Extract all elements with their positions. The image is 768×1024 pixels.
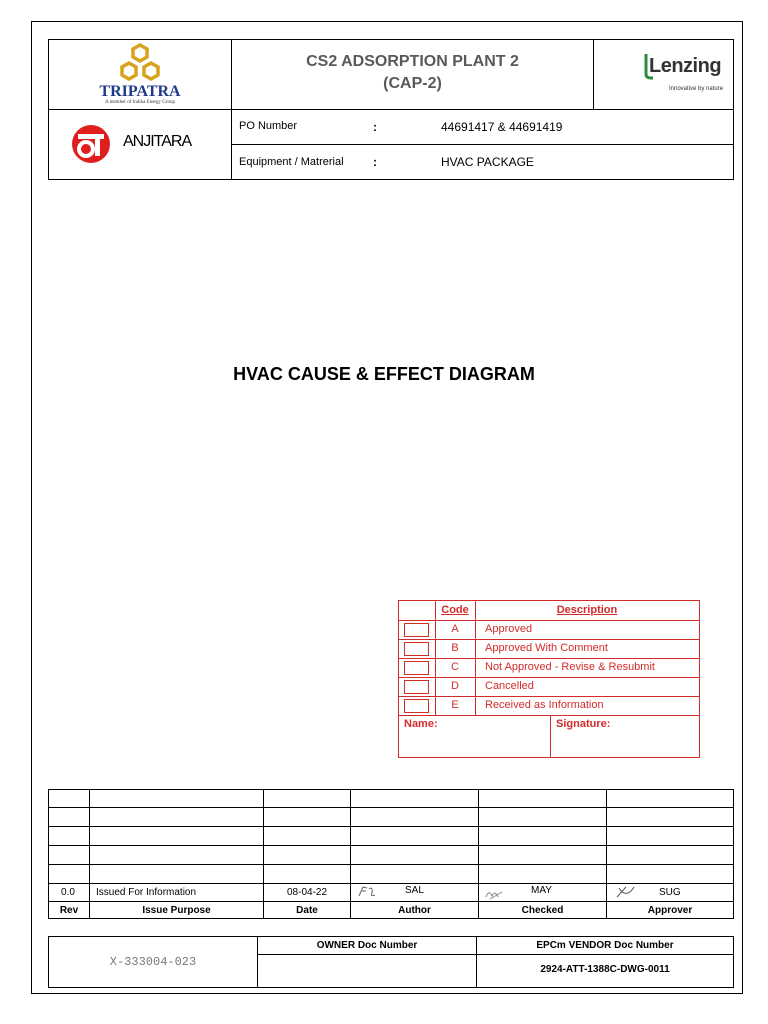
stamp-code: C xyxy=(435,658,476,677)
stamp-checkbox[interactable] xyxy=(404,623,429,637)
author-value: SAL xyxy=(405,885,424,896)
checked-signature-icon xyxy=(484,887,506,901)
rev-value: 0.0 xyxy=(61,887,75,898)
stamp-description: Approved With Comment xyxy=(485,642,608,654)
approver-header: Approver xyxy=(647,905,693,916)
stamp-checkbox[interactable] xyxy=(404,642,429,656)
vendor-doc-number-value: 2924-ATT-1388C-DWG-0011 xyxy=(540,964,670,975)
stamp-row xyxy=(399,620,699,640)
stamp-code: A xyxy=(435,620,476,639)
owner-doc-number-header: OWNER Doc Number xyxy=(316,940,418,951)
doc-number-table xyxy=(48,936,734,988)
stamp-checkbox[interactable] xyxy=(404,699,429,713)
po-number-label: PO Number xyxy=(239,120,298,132)
stamp-code: B xyxy=(435,639,476,658)
issue-purpose-value: Issued For Information xyxy=(96,887,197,898)
equipment-value: HVAC PACKAGE xyxy=(441,155,534,169)
project-title xyxy=(232,51,593,95)
anjitara-emblem-icon xyxy=(71,124,111,164)
stamp-row xyxy=(399,677,699,697)
revision-table xyxy=(48,789,734,919)
stamp-description: Not Approved - Revise & Resubmit xyxy=(485,661,655,673)
stamp-name-label: Name: xyxy=(404,718,438,730)
stamp-description: Approved xyxy=(485,623,533,635)
anjitara-logo xyxy=(49,110,231,179)
tripatra-wordmark: TRIPATRA xyxy=(99,83,181,100)
rev-header: Rev xyxy=(59,905,79,916)
stamp-signature-label: Signature: xyxy=(556,718,611,730)
stamp-description: Received as Information xyxy=(485,699,604,711)
stamp-row xyxy=(399,696,699,716)
stamp-checkbox[interactable] xyxy=(404,680,429,694)
stamp-row xyxy=(399,639,699,659)
stamp-header-row xyxy=(399,601,699,621)
project-title-line2: (CAP-2) xyxy=(383,75,442,92)
checked-value: MAY xyxy=(531,885,552,896)
approver-signature-icon xyxy=(614,884,636,900)
author-signature-icon xyxy=(357,885,379,899)
project-title-line1: CS2 ADSORPTION PLANT 2 xyxy=(306,53,519,70)
approval-stamp xyxy=(398,600,700,758)
stamp-row xyxy=(399,658,699,678)
stamp-description-header: Description xyxy=(556,604,618,616)
stamp-code: E xyxy=(435,696,476,715)
equipment-colon: : xyxy=(373,155,377,169)
equipment-label: Equipment / Matrerial xyxy=(239,156,344,168)
lenzing-logo xyxy=(594,40,733,109)
document-title: HVAC CAUSE & EFFECT DIAGRAM xyxy=(233,364,535,384)
left-doc-number: X-333004-023 xyxy=(109,955,197,969)
checked-header: Checked xyxy=(521,905,564,916)
po-number-value: 44691417 & 44691419 xyxy=(441,120,563,134)
tripatra-logo xyxy=(49,40,231,109)
stamp-description: Cancelled xyxy=(485,680,534,692)
stamp-code: D xyxy=(435,677,476,696)
po-number-colon: : xyxy=(373,120,377,134)
stamp-code-header: Code xyxy=(435,601,476,620)
issue-purpose-header: Issue Purpose xyxy=(142,905,211,916)
lenzing-tagline: Innovative by nature xyxy=(669,86,724,92)
approver-value: SUG xyxy=(659,887,681,898)
hexagon-logo-icon xyxy=(117,43,163,83)
date-value: 08-04-22 xyxy=(287,887,328,898)
vendor-doc-number-header: EPCm VENDOR Doc Number xyxy=(536,940,674,951)
header-table xyxy=(48,39,734,180)
lenzing-wordmark: Lenzing xyxy=(649,55,722,77)
stamp-checkbox[interactable] xyxy=(404,661,429,675)
date-header: Date xyxy=(296,905,318,916)
tripatra-tagline: A member of Indika Energy Group xyxy=(104,100,176,105)
author-header: Author xyxy=(398,905,431,916)
anjitara-wordmark: ANJITARA xyxy=(123,133,192,150)
